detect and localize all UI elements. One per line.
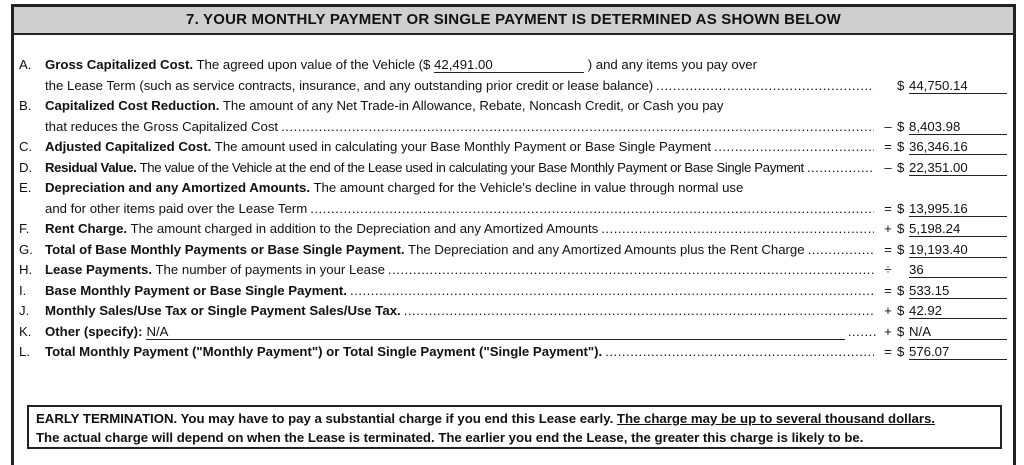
leader-dots — [281, 117, 874, 138]
row-label: Other (specify): — [45, 323, 143, 339]
amount-field[interactable]: 36 — [909, 262, 1007, 278]
amount-field[interactable]: 5,198.24 — [909, 221, 1007, 237]
amount-field[interactable]: N/A — [909, 324, 1007, 340]
row-text-line2: that reduces the Gross Capitalized Cost — [45, 118, 279, 134]
early-termination-line1 — [36, 409, 1000, 428]
row-sales-use-tax — [14, 301, 1013, 322]
operator: = — [884, 200, 892, 216]
amount-field[interactable]: 19,193.40 — [909, 242, 1007, 258]
row-label: Lease Payments. — [45, 262, 153, 277]
amount-field[interactable]: 22,351.00 — [909, 160, 1007, 176]
leader-dots — [656, 76, 874, 97]
row-letter: H. — [19, 262, 33, 277]
row-letter: I. — [19, 282, 27, 298]
leader-dots — [404, 301, 874, 322]
row-letter: G. — [19, 241, 33, 257]
row-letter: E. — [19, 180, 32, 195]
row-total-base-payments — [14, 240, 1013, 261]
dollar-sign: $ — [897, 221, 905, 236]
operator: ÷ — [884, 262, 892, 277]
dollar-sign: $ — [897, 118, 905, 134]
leader-dots — [714, 137, 874, 158]
amount-field[interactable]: 42.92 — [909, 303, 1007, 319]
early-termination-underlined: The charge may be up to several thousand dollars. — [616, 411, 935, 426]
row-gross-capitalized-cost — [14, 55, 1013, 96]
leader-dots — [601, 219, 874, 240]
operator: = — [884, 282, 892, 298]
row-rent-charge — [14, 219, 1013, 240]
payment-rows — [14, 55, 1013, 363]
vehicle-value-field[interactable]: 42,491.00 — [434, 57, 584, 73]
dollar-sign: $ — [897, 323, 905, 339]
amount-field[interactable]: 36,346.16 — [909, 139, 1007, 155]
row-depreciation — [14, 178, 1013, 219]
operator: = — [884, 241, 892, 257]
dollar-sign: $ — [897, 241, 905, 257]
dollar-sign: $ — [897, 200, 905, 216]
early-termination-line2: The actual charge will depend on when the Lease is terminated. The earlier you end the Lease, the greater this charge is likely to be. — [36, 430, 864, 445]
dollar-sign: $ — [897, 159, 905, 175]
row-total-monthly-payment — [14, 342, 1013, 363]
row-letter: K. — [19, 323, 32, 339]
row-letter: J. — [19, 303, 30, 318]
dollar-sign: $ — [897, 282, 905, 298]
operator: – — [884, 118, 892, 134]
row-label: Capitalized Cost Reduction. — [45, 98, 220, 113]
row-adjusted-capitalized-cost — [14, 137, 1013, 158]
row-base-monthly-payment — [14, 281, 1013, 302]
dollar-sign: $ — [897, 344, 905, 359]
row-label: Monthly Sales/Use Tax or Single Payment Sales/Use Tax. — [45, 303, 401, 318]
operator: + — [884, 323, 892, 339]
row-text-line2: the Lease Term (such as service contracts, insurance, and any outstanding prior credit or lease balance) — [45, 77, 654, 93]
amount-field[interactable]: 8,403.98 — [909, 119, 1007, 135]
early-termination-box — [27, 405, 1002, 449]
row-label: Base Monthly Payment or Base Single Payment. — [45, 282, 347, 298]
leader-dots — [605, 342, 874, 363]
row-text: The value of the Vehicle at the end of the Lease used in calculating your Base Monthly Payment or Base Single Payment — [139, 159, 804, 175]
row-other — [14, 322, 1013, 343]
row-letter: F. — [19, 221, 30, 236]
operator: – — [884, 159, 892, 175]
row-text: The amount charged in addition to the Depreciation and any Amortized Amounts — [130, 221, 599, 236]
dollar-sign: $ — [897, 77, 905, 93]
operator: + — [884, 221, 892, 236]
row-text: The amount used in calculating your Base Monthly Payment or Base Single Payment — [214, 139, 712, 154]
operator: = — [884, 139, 892, 154]
row-letter: L. — [19, 344, 30, 359]
row-capitalized-cost-reduction — [14, 96, 1013, 137]
row-letter: A. — [19, 57, 32, 72]
row-label: Total of Base Monthly Payments or Base Single Payment. — [45, 241, 405, 257]
row-label: Residual Value. — [45, 159, 137, 175]
row-label: Rent Charge. — [45, 221, 128, 236]
leader-dots — [388, 260, 874, 281]
row-label: Gross Capitalized Cost. — [45, 57, 194, 72]
amount-field[interactable]: 576.07 — [909, 344, 1007, 360]
row-text: The agreed upon value of the Vehicle ($ — [196, 57, 431, 72]
amount-field[interactable]: 13,995.16 — [909, 201, 1007, 217]
other-specify-field[interactable]: N/A — [146, 324, 844, 340]
leader-dots: ....... — [847, 323, 877, 339]
row-lease-payments — [14, 260, 1013, 281]
operator: + — [884, 303, 892, 318]
section-title: 7. YOUR MONTHLY PAYMENT OR SINGLE PAYMENT IS DETERMINED AS SHOWN BELOW — [14, 7, 1013, 35]
row-text: The amount of any Net Trade-in Allowance, Rebate, Noncash Credit, or Cash you pay — [222, 98, 724, 113]
dollar-sign: $ — [897, 139, 905, 154]
leader-dots — [807, 158, 874, 179]
row-label: Depreciation and any Amortized Amounts. — [45, 180, 311, 195]
row-text-post: ) and any items you pay over — [587, 57, 758, 72]
row-text: The Depreciation and any Amortized Amounts plus the Rent Charge — [408, 241, 805, 257]
row-letter: C. — [19, 139, 33, 154]
amount-field[interactable]: 533.15 — [909, 283, 1007, 299]
leader-dots — [350, 281, 874, 302]
leader-dots — [310, 199, 874, 220]
row-text: The number of payments in your Lease — [155, 262, 385, 277]
row-letter: D. — [19, 159, 33, 175]
row-residual-value — [14, 158, 1013, 179]
leader-dots — [808, 240, 874, 261]
operator: = — [884, 344, 892, 359]
amount-field[interactable]: 44,750.14 — [909, 78, 1007, 94]
payment-section — [11, 4, 1016, 465]
row-letter: B. — [19, 98, 32, 113]
early-termination-lead: EARLY TERMINATION. You may have to pay a substantial charge if you end this Lease early. — [36, 411, 614, 426]
row-label: Adjusted Capitalized Cost. — [45, 139, 212, 154]
row-text-line2: and for other items paid over the Lease Term — [45, 200, 308, 216]
dollar-sign: $ — [897, 303, 905, 318]
row-label: Total Monthly Payment ("Monthly Payment") or Total Single Payment ("Single Payment"). — [45, 344, 603, 359]
row-text: The amount charged for the Vehicle's decline in value through normal use — [313, 180, 744, 195]
